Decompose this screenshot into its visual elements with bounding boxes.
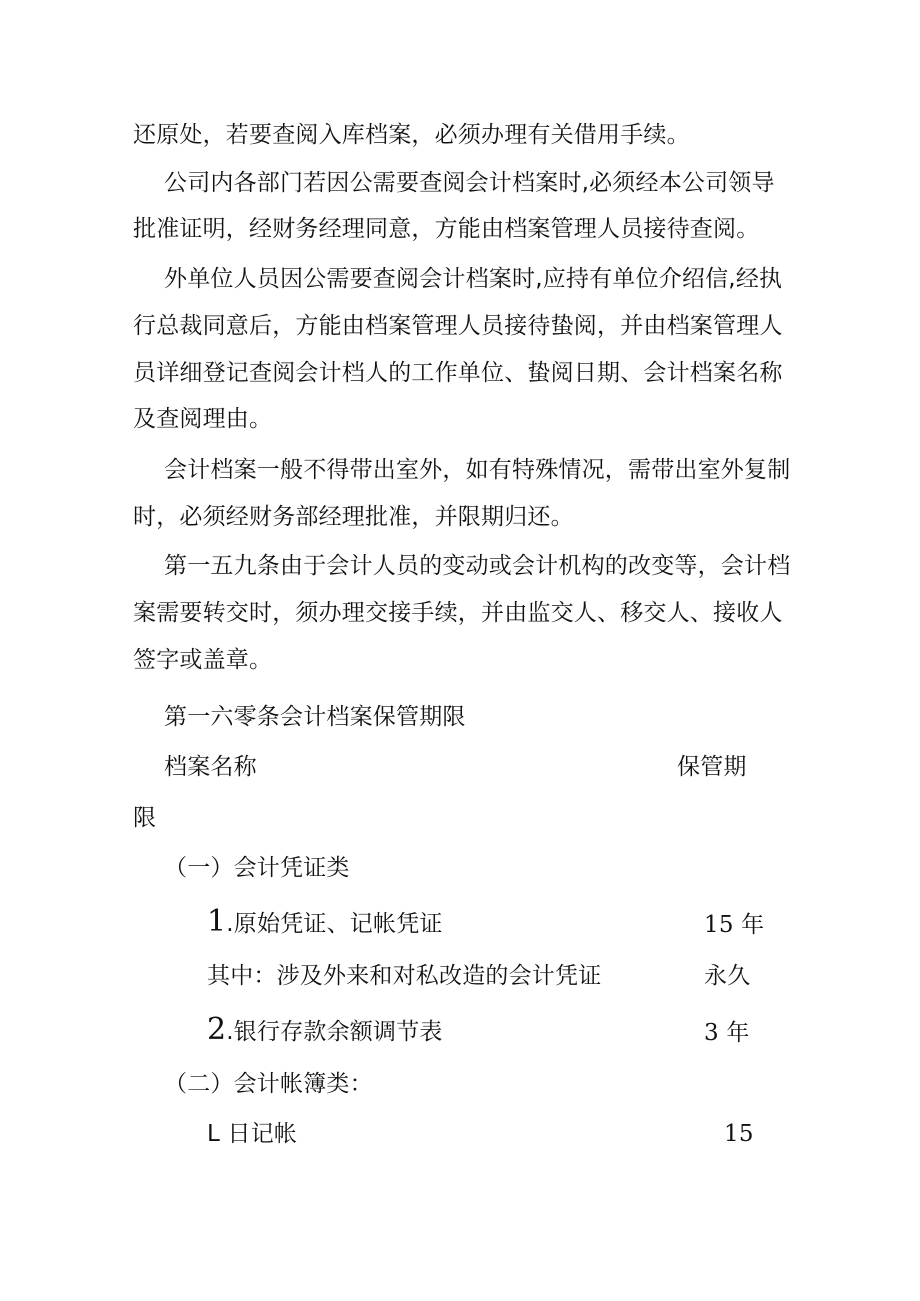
paragraph-line: 批准证明，经财务经理同意，方能由档案管理人员接待查阅。 <box>133 216 760 242</box>
table-row-period: 永久 <box>704 963 751 989</box>
row-label: .银行存款余额调节表 <box>226 1019 443 1045</box>
paragraph-line: 时，必须经财务部经理批准，并限期归还。 <box>133 504 574 530</box>
table-row-period: 15 <box>724 1121 754 1147</box>
article-title: 第一六零条会计档案保管期限 <box>164 704 466 730</box>
row-label: .原始凭证、记帐凭证 <box>226 911 443 937</box>
paragraph-line: 还原处，若要查阅入库档案，必须办理有关借用手续。 <box>133 122 690 148</box>
table-header-period: 保管期 <box>677 754 747 780</box>
paragraph-line: 员详细登记查阅会计档人的工作单位、蛰阅日期、会计档案名称 <box>133 360 783 386</box>
category-heading: （二）会计帐簿类： <box>164 1071 373 1097</box>
table-row-name <box>207 1012 443 1047</box>
table-header-period-continued: 限 <box>133 805 157 831</box>
paragraph-line: 行总裁同意后，方能由档案管理人员接待蛰阅，并由档案管理人 <box>133 313 783 339</box>
table-row-period: 15 年 <box>704 912 765 938</box>
table-row-period: 3 年 <box>704 1020 750 1046</box>
paragraph-line: 案需要转交时，须办理交接手续，并由监交人、移交人、接收人 <box>133 600 783 626</box>
paragraph-line: 会计档案一般不得带出室外，如有特殊情况，需带出室外复制 <box>164 457 791 483</box>
paragraph-line: 第一五九条由于会计人员的变动或会计机构的改变等，会计档 <box>164 553 791 579</box>
paragraph-line: 及查阅理由。 <box>133 406 273 432</box>
table-row-name <box>207 904 443 939</box>
paragraph-line: 签字或盖章。 <box>133 647 273 673</box>
row-number: 1 <box>207 904 227 939</box>
table-row-name: 其中：涉及外来和对私改造的会计凭证 <box>207 963 602 989</box>
paragraph-line: 公司内各部门若因公需要查阅会计档案时,必须经本公司领导 <box>164 170 775 196</box>
paragraph-line: 外单位人员因公需要查阅会计档案时,应持有单位介绍信,经执 <box>164 266 783 292</box>
table-row-name: L 日记帐 <box>207 1121 298 1147</box>
category-heading: （一）会计凭证类 <box>164 855 350 881</box>
row-number: 2 <box>207 1012 227 1047</box>
table-header-name: 档案名称 <box>164 754 257 780</box>
